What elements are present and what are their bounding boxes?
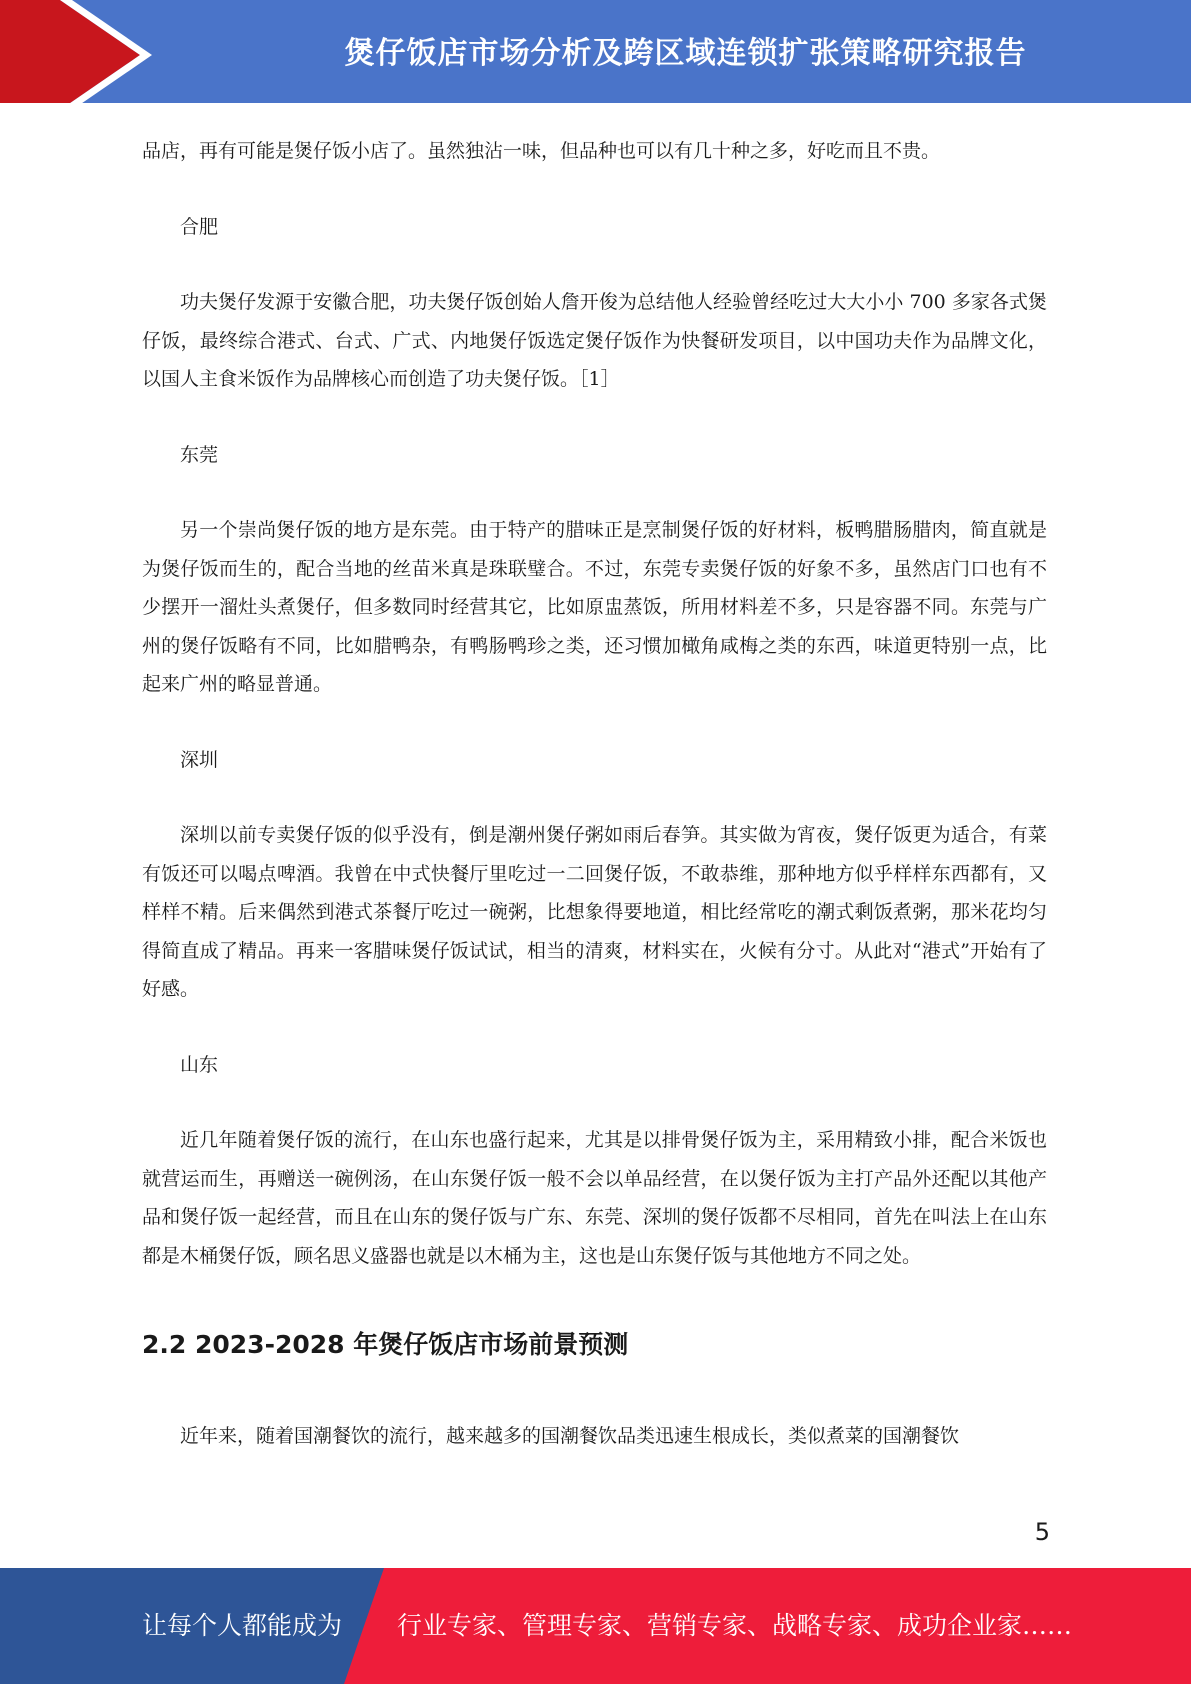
city-heading-dongguan: 东莞: [180, 443, 219, 466]
city-heading-hefei: 合肥: [180, 215, 219, 238]
paragraph-market-outlook: 近年来，随着国潮餐饮的流行，越来越多的国潮餐饮品类迅速生根成长，类似煮菜的国潮餐饮: [180, 1425, 960, 1447]
city-heading-shandong: 山东: [180, 1053, 219, 1076]
paragraph-dongguan: 另一个崇尚煲仔饭的地方是东莞。由于特产的腊味正是烹制煲仔饭的好材料，板鸭腊肠腊肉，简直就是为煲仔饭而生的，配合当地的丝苗米真是珠联璧合。不过，东莞专卖煲仔饭的好象不多，虽然店门口也有不少摆开一溜灶头煮煲仔，但多数同时经营其它，比如原盅蒸饭，所用材料差不多，只是容器不同。东莞与广州的煲仔饭略有不同，比如腊鸭杂，有鸭肠鸭珍之类，还习惯加橄角咸梅之类的东西，味道更特别一点，比起来广州的略显普通。: [142, 519, 1047, 695]
paragraph-hefei: 功夫煲仔发源于安徽合肥，功夫煲仔饭创始人詹开俊为总结他人经验曾经吃过大大小小 700 多家各式煲仔饭，最终综合港式、台式、广式、内地煲仔饭选定煲仔饭作为快餐研发项目，以中国功夫作为品牌文化，以国人主食米饭作为品牌核心而创造了功夫煲仔饭。［1］: [142, 291, 1047, 390]
footer-slogan-right: 行业专家、管理专家、营销专家、战略专家、成功企业家……: [397, 1611, 1073, 1640]
paragraph-shandong: 近几年随着煲仔饭的流行，在山东也盛行起来，尤其是以排骨煲仔饭为主，采用精致小排，配合米饭也就营运而生，再赠送一碗例汤，在山东煲仔饭一般不会以单品经营，在以煲仔饭为主打产品外还配以其他产品和煲仔饭一起经营，而且在山东的煲仔饭与广东、东莞、深圳的煲仔饭都不尽相同，首先在叫法上在山东都是木桶煲仔饭，顾名思义盛器也就是以木桶为主，这也是山东煲仔饭与其他地方不同之处。: [142, 1129, 1047, 1267]
page-number: 5: [1034, 1518, 1050, 1546]
header-title: 煲仔饭店市场分析及跨区域连锁扩张策略研究报告: [344, 36, 1027, 71]
paragraph-continued: 品店，再有可能是煲仔饭小店了。虽然独沾一味，但品种也可以有几十种之多，好吃而且不贵。: [142, 140, 941, 162]
city-heading-shenzhen: 深圳: [180, 748, 219, 771]
paragraph-shenzhen: 深圳以前专卖煲仔饭的似乎没有，倒是潮州煲仔粥如雨后春笋。其实做为宵夜，煲仔饭更为适合，有菜有饭还可以喝点啤酒。我曾在中式快餐厅里吃过一二回煲仔饭，不敢恭维，那种地方似乎样样东西都有，又样样不精。后来偶然到港式茶餐厅吃过一碗粥，比想象得要地道，相比经常吃的潮式剩饭煮粥，那米花均匀得简直成了精品。再来一客腊味煲仔饭试试，相当的清爽，材料实在，火候有分寸。从此对“港式”开始有了好感。: [142, 824, 1047, 1000]
page-footer: [0, 1568, 1191, 1684]
chevron-red-shape: [0, 0, 140, 110]
footer-slogan-left: 让每个人都能成为: [142, 1611, 343, 1640]
section-heading: 2.2 2023-2028 年煲仔饭店市场前景预测: [142, 1330, 629, 1359]
header-bottom-strip: [0, 103, 1191, 110]
page-header: [0, 0, 1191, 110]
document-body: [142, 132, 1047, 1456]
